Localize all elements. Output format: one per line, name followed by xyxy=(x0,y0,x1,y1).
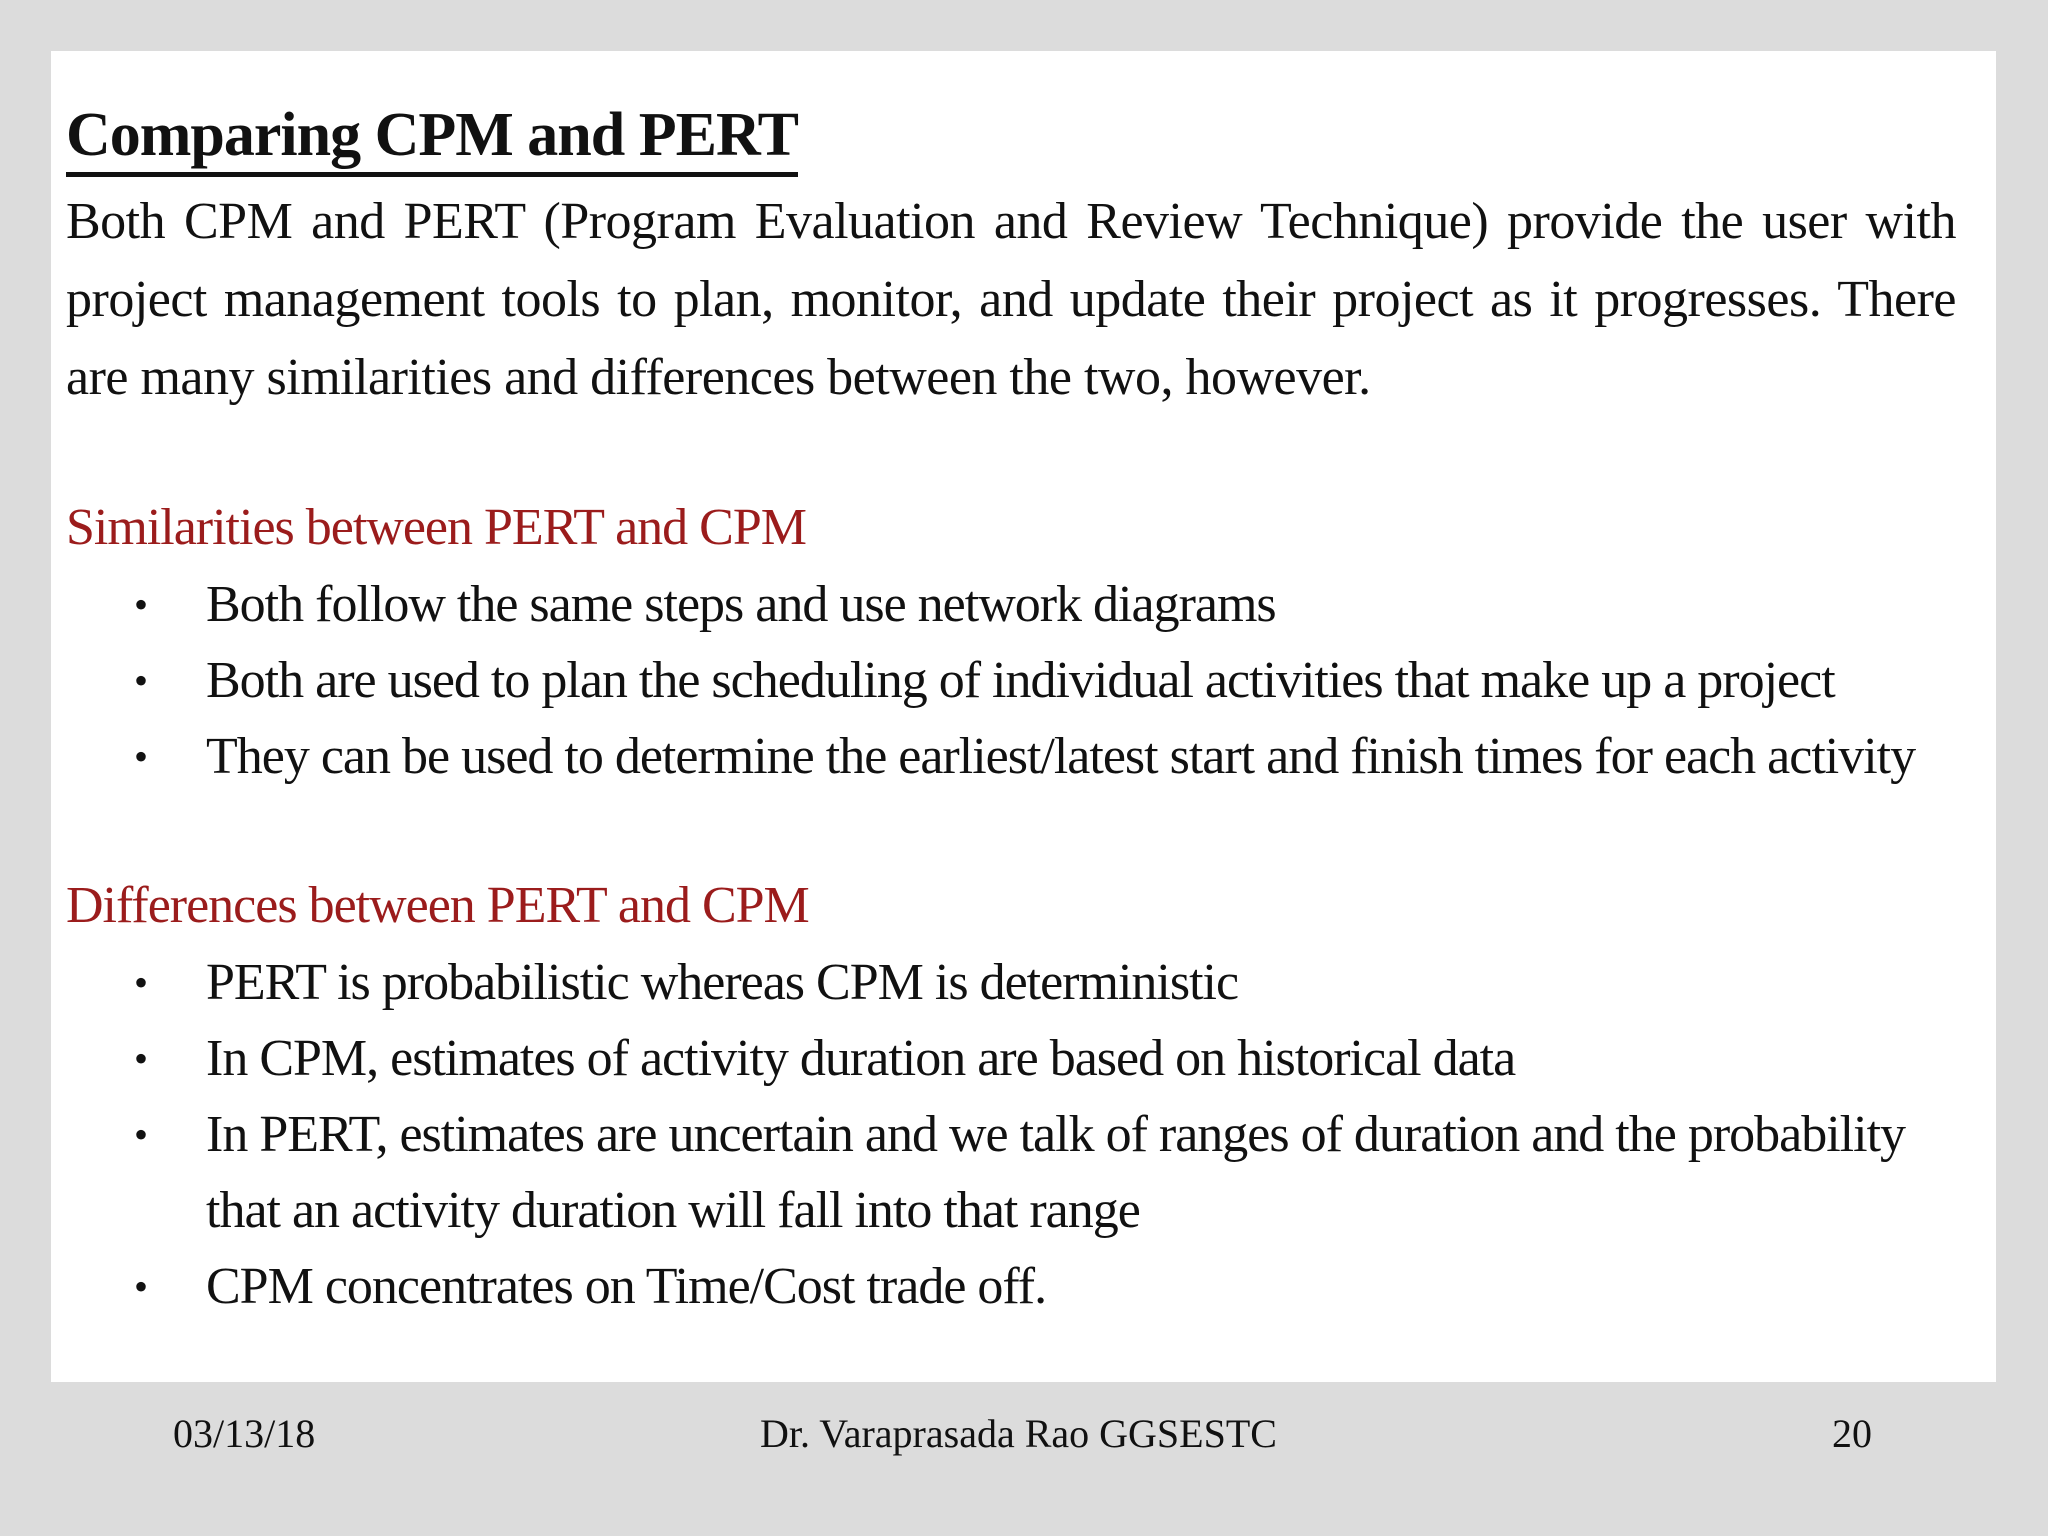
list-item xyxy=(66,719,1956,795)
bullet-icon: • xyxy=(134,960,148,1006)
list-item-text: They can be used to determine the earliest/latest start and finish times for each activity xyxy=(206,728,1916,786)
list-item xyxy=(66,1249,1956,1325)
list-item xyxy=(66,567,1956,643)
intro-paragraph: Both CPM and PERT (Program Evaluation and Review Technique) provide the user with project management tools to plan, monitor, and update their project as it progresses. There are many similarities and differences between the two, however. xyxy=(66,193,1956,407)
list-item xyxy=(66,945,1956,1021)
list-item xyxy=(66,1021,1956,1097)
bullet-icon: • xyxy=(134,1264,148,1310)
list-item-text: In CPM, estimates of activity duration are based on historical data xyxy=(206,1030,1516,1088)
list-item-text: PERT is probabilistic whereas CPM is deterministic xyxy=(206,954,1239,1012)
bullet-icon: • xyxy=(134,1036,148,1082)
similarities-title: Similarities between PERT and CPM xyxy=(66,499,806,557)
differences-list xyxy=(66,945,1956,1325)
bullet-icon: • xyxy=(134,734,148,780)
bullet-icon: • xyxy=(134,582,148,628)
slide-content-panel xyxy=(51,51,1996,1382)
footer-author: Dr. Varaprasada Rao GGSESTC xyxy=(760,1411,1277,1456)
differences-title: Differences between PERT and CPM xyxy=(66,877,809,935)
list-item-text: Both follow the same steps and use network diagrams xyxy=(206,576,1276,634)
list-item-text: In PERT, estimates are uncertain and we talk of ranges of duration and the probability that an activity duration will fall into that range xyxy=(206,1106,1906,1240)
list-item-text: Both are used to plan the scheduling of individual activities that make up a project xyxy=(206,652,1835,710)
footer-date: 03/13/18 xyxy=(173,1411,316,1456)
slide-heading: Comparing CPM and PERT xyxy=(66,103,798,177)
bullet-icon: • xyxy=(134,1112,148,1158)
bullet-icon: • xyxy=(134,658,148,704)
list-item-text: CPM concentrates on Time/Cost trade off. xyxy=(206,1258,1047,1316)
list-item xyxy=(66,643,1956,719)
list-item xyxy=(66,1097,1956,1249)
footer-page-number: 20 xyxy=(1832,1411,1872,1456)
similarities-list xyxy=(66,567,1956,795)
